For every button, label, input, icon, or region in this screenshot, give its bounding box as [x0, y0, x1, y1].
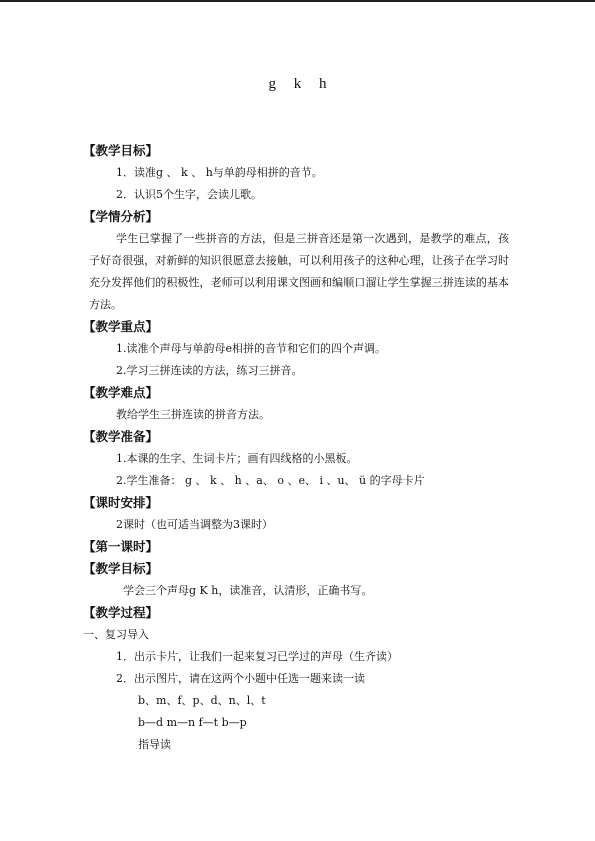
- heading-learner-analysis: 【学情分析】: [83, 209, 159, 224]
- heading-teaching-goal: 【教学目标】: [83, 143, 159, 158]
- analysis-paragraph: 学生已掌握了一些拼音的方法，但是三拼音还是第一次遇到，是教学的难点，孩子好奇很强，对新鲜的知识很愿意去接触，可以利用孩子的这种心理，让孩子在学习时充分发挥他们的积极性，老师可以利用课文图画和编顺口溜让学生掌握三拼连读的基本方法。: [89, 232, 509, 311]
- heading-preparation: 【教学准备】: [83, 429, 159, 444]
- goal-item: 2．认识5个生字，会读儿歌。: [116, 188, 262, 201]
- top-rule: [0, 0, 595, 2]
- page-title: g k h: [268, 76, 327, 92]
- key-item: 1.读准个声母与单韵母e相拼的音节和它们的四个声调。: [116, 342, 387, 355]
- prep-item: 1.本课的生字、生词卡片；画有四线格的小黑板。: [116, 452, 358, 465]
- heading-teaching-goal-2: 【教学目标】: [83, 561, 159, 576]
- heading-key-points: 【教学重点】: [83, 319, 159, 334]
- process-sub-item: b、m、f、p、d、n、l、t: [138, 694, 266, 707]
- key-item: 2.学习三拼连读的方法，练习三拼音。: [116, 364, 303, 377]
- heading-schedule: 【课时安排】: [83, 495, 159, 510]
- heading-first-lesson: 【第一课时】: [83, 539, 159, 554]
- goal-item: 1．读准g 、 k 、 h与单韵母相拼的音节。: [116, 166, 323, 179]
- goal2-text: 学会三个声母g K h，读准音，认清形，正确书写。: [123, 584, 373, 597]
- document-body: [83, 140, 509, 756]
- process-sub-item: 指导读: [138, 738, 171, 751]
- process-step: 一、复习导入: [83, 628, 149, 641]
- process-item: 2．出示图片，请在这两个小题中任选一题来读一读: [116, 672, 365, 685]
- heading-process: 【教学过程】: [83, 605, 159, 620]
- process-item: 1．出示卡片，让我们一起来复习已学过的声母（生齐读）: [116, 650, 398, 663]
- heading-difficulty: 【教学难点】: [83, 385, 159, 400]
- process-sub-item: b—d m—n f—t b—p: [138, 716, 247, 729]
- prep-item: 2.学生准备： g 、 k 、 h 、a、 o 、e、 i 、u、 ü 的字母卡片: [116, 474, 425, 487]
- schedule-text: 2课时（也可适当调整为3课时）: [116, 518, 273, 531]
- difficulty-text: 教给学生三拼连读的拼音方法。: [116, 408, 270, 421]
